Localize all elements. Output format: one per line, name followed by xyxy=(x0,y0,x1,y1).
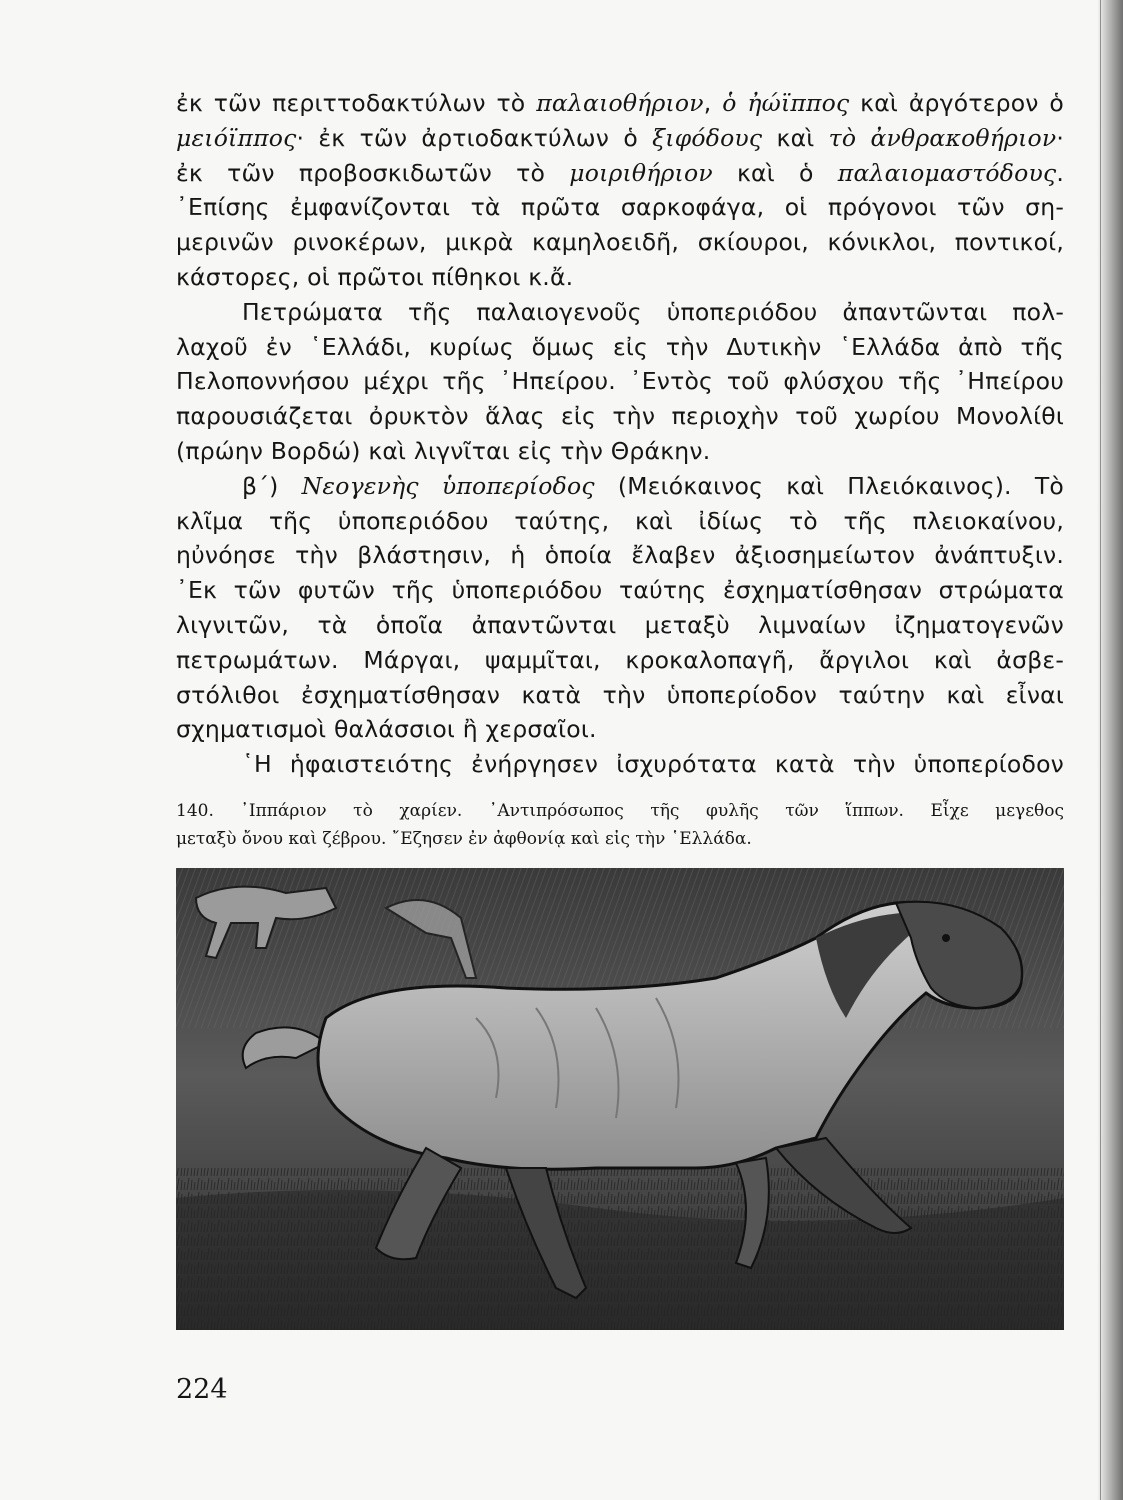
figure-caption xyxy=(176,797,1064,853)
text-run: β΄) xyxy=(242,471,302,500)
italic-term: μειόϊππος xyxy=(176,123,297,152)
text-line: κλῖμα τῆς ὑποπεριόδου ταύτης, καὶ ἰδίως τὸ τῆς πλειοκαίνου, xyxy=(176,506,1064,535)
text-line xyxy=(176,469,1064,504)
text-run: καὶ ἀργότερον ὁ xyxy=(849,89,1065,117)
text-line: λιγνιτῶν, τὰ ὁποῖα ἀπαντῶνται μεταξὺ λιμναίων ἰζηματογενῶν xyxy=(176,610,1064,639)
italic-term: παλαιοθήριον xyxy=(536,89,704,117)
caption-line: μεταξὺ ὄνου καὶ ζέβρου. ῎Εζησεν ἐν ἀφθονίᾳ καὶ εἰς τὴν ῾Ελλάδα. xyxy=(176,829,752,849)
text-line: (πρώην Βορδώ) καὶ λιγνῖται εἰς τὴν Θράκην. xyxy=(176,436,711,465)
italic-term: Νεογενὴς ὑποπερίοδος xyxy=(301,471,595,500)
text-line: κάστορες, οἱ πρῶτοι πίθηκοι κ.ἄ. xyxy=(176,262,574,291)
text-line xyxy=(176,86,1064,121)
caption-line: 140. ᾿Ιππάριον τὸ χαρίεν. ᾿Αντιπρόσωπος τῆς φυλῆς τῶν ἵππων. Εἶχε μεγεθος xyxy=(176,801,1064,821)
text-line xyxy=(176,121,1064,156)
binding-shadow xyxy=(1097,0,1123,1500)
italic-term: ξιφόδους xyxy=(652,123,763,152)
text-line: λαχοῦ ἐν ῾Ελλάδι, κυρίως ὅμως εἰς τὴν Δυτικὴν ῾Ελλάδα ἀπὸ τῆς xyxy=(176,332,1064,361)
italic-term: μοιριθήριον xyxy=(569,158,713,187)
text-line: Πελοποννήσου μέχρι τῆς ᾿Ηπείρου. ᾿Εντὸς τοῦ φλύσχου τῆς ᾿Ηπείρου xyxy=(176,367,1064,396)
text-run: καὶ xyxy=(762,123,829,152)
text-line xyxy=(176,156,1064,191)
text-line: μερινῶν ρινοκέρων, μικρὰ καμηλοειδῆ, σκίουροι, κόνικλοι, ποντικοί, xyxy=(176,228,1064,257)
hipparion-illustration xyxy=(176,868,1064,1330)
text-line: πετρωμάτων. Μάργαι, ψαμμῖται, κροκαλοπαγῆ, ἄργιλοι καὶ ἀσβε- xyxy=(176,645,1064,674)
text-line: ᾿Επίσης ἐμφανίζονται τὰ πρῶτα σαρκοφάγα, οἱ πρόγονοι τῶν ση- xyxy=(176,193,1064,222)
italic-term: τὸ ἀνθρακοθήριον xyxy=(828,123,1057,152)
text-line: στόλιθοι ἐσχηματίσθησαν κατὰ τὴν ὑποπερίοδον ταύτην καὶ εἶναι xyxy=(176,680,1064,709)
text-run: ἐκ τῶν περιττοδακτύλων τὸ xyxy=(176,89,537,117)
text-line: ηὐνόησε τὴν βλάστησιν, ἡ ὁποία ἔλαβεν ἀξιοσημείωτον ἀνάπτυξιν. xyxy=(176,541,1064,570)
text-run: . xyxy=(1056,158,1064,187)
text-line: σχηματισμοὶ θαλάσσιοι ἢ χερσαῖοι. xyxy=(176,715,597,744)
horse-eye xyxy=(942,934,950,942)
italic-term: ὁ ἠώϊππος xyxy=(722,89,850,117)
text-line: παρουσιάζεται ὀρυκτὸν ἅλας εἰς τὴν περιοχὴν τοῦ χωρίου Μονολίθι xyxy=(176,402,1064,431)
hipparion-drawing xyxy=(176,868,1064,1330)
text-run: · xyxy=(1056,123,1064,152)
body-text xyxy=(176,86,1064,782)
text-line: Πετρώματα τῆς παλαιογενοῦς ὑποπεριόδου ἀπαντῶνται πολ- xyxy=(242,297,1064,326)
text-run: , xyxy=(703,89,723,117)
page-number: 224 xyxy=(176,1374,228,1405)
text-run: (Μειόκαινος καὶ Πλειόκαινος). Τὸ xyxy=(594,471,1065,500)
text-line: ᾿Εκ τῶν φυτῶν τῆς ὑποπεριόδου ταύτης ἐσχηματίσθησαν στρώματα xyxy=(176,576,1064,605)
text-run: · ἐκ τῶν ἀρτιοδακτύλων ὁ xyxy=(296,123,653,152)
text-run: καὶ ὁ xyxy=(712,158,838,187)
text-line: ῾Η ἡφαιστειότης ἐνήργησεν ἰσχυρότατα κατὰ τὴν ὑποπερίοδον xyxy=(242,750,1064,779)
text-run: ἐκ τῶν προβοσκιδωτῶν τὸ xyxy=(176,158,570,187)
italic-term: παλαιομαστόδους xyxy=(837,158,1057,187)
